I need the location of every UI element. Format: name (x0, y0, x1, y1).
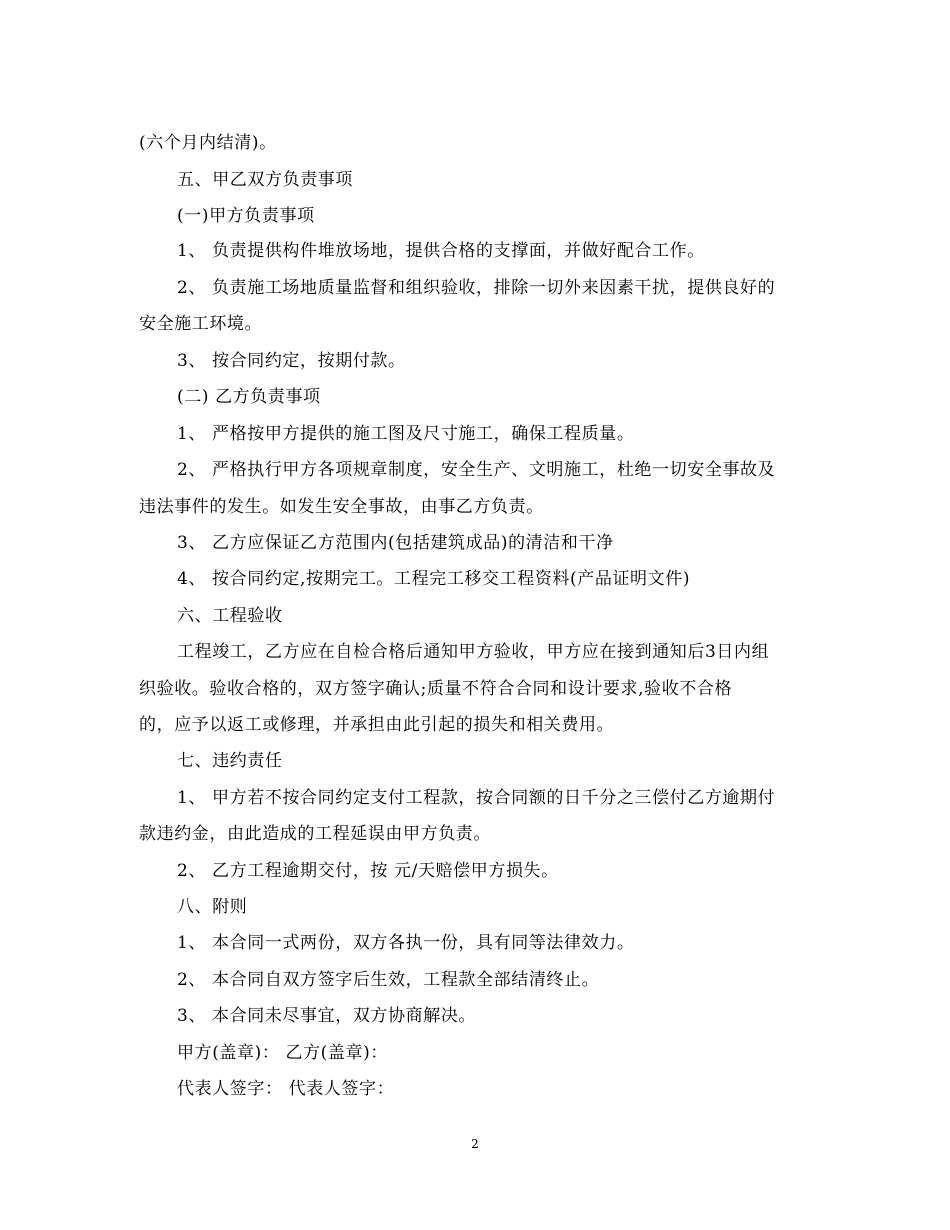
clause-party-a-3: 3、 按合同约定，按期付款。 (177, 351, 406, 371)
clause-party-a-2: 2、 负责施工场地质量监督和组织验收，排除一切外来因素干扰，提供良好的 (177, 278, 776, 298)
section-heading-acceptance: 六、工程验收 (177, 606, 283, 626)
clause-party-b-2: 2、 严格执行甲方各项规章制度，安全生产、文明施工，杜绝一切安全事故及 (177, 460, 776, 480)
acceptance-paragraph-line-1: 工程竣工，乙方应在自检合格后通知甲方验收，甲方应在接到通知后3日内组 (177, 642, 770, 662)
clause-supplementary-2: 2、 本合同自双方签字后生效，工程款全部结清终止。 (177, 970, 600, 990)
section-heading-breach: 七、违约责任 (177, 751, 283, 771)
clause-party-b-4: 4、 按合同约定,按期完工。工程完工移交工程资料(产品证明文件) (177, 569, 691, 589)
clause-breach-1-cont: 款违约金，由此造成的工程延误由甲方负责。 (139, 824, 491, 844)
acceptance-paragraph-line-3: 的，应予以返工或修理，并承担由此引起的损失和相关费用。 (139, 715, 615, 735)
text-line-settlement-note: (六个月内结清)。 (139, 133, 277, 153)
clause-party-b-1: 1、 严格按甲方提供的施工图及尺寸施工，确保工程质量。 (177, 424, 635, 444)
clause-party-b-3: 3、 乙方应保证乙方范围内(包括建筑成品)的清洁和干净 (177, 533, 614, 553)
clause-party-a-2-cont: 安全施工环境。 (139, 314, 263, 334)
section-heading-responsibilities: 五、甲乙双方负责事项 (177, 170, 353, 190)
clause-supplementary-1: 1、 本合同一式两份，双方各执一份，具有同等法律效力。 (177, 933, 635, 953)
page-number: 2 (471, 1137, 479, 1151)
clause-breach-2: 2、 乙方工程逾期交付，按 元/天赔偿甲方损失。 (177, 861, 559, 881)
signature-line: 代表人签字： 代表人签字： (177, 1079, 395, 1099)
clause-supplementary-3: 3、 本合同未尽事宜，双方协商解决。 (177, 1006, 477, 1026)
seal-line: 甲方(盖章)： 乙方(盖章)： (177, 1043, 388, 1063)
clause-party-a-1: 1、 负责提供构件堆放场地，提供合格的支撑面，并做好配合工作。 (177, 241, 705, 261)
acceptance-paragraph-line-2: 织验收。验收合格的，双方签字确认;质量不符合合同和设计要求,验收不合格 (139, 679, 733, 699)
subsection-heading-party-b: (二) 乙方负责事项 (177, 387, 321, 407)
clause-party-b-2-cont: 违法事件的发生。如发生安全事故，由事乙方负责。 (139, 497, 544, 517)
section-heading-supplementary: 八、附则 (177, 897, 248, 917)
subsection-heading-party-a: (一)甲方负责事项 (177, 206, 315, 226)
clause-breach-1: 1、 甲方若不按合同约定支付工程款，按合同额的日千分之三偿付乙方逾期付 (177, 788, 776, 808)
